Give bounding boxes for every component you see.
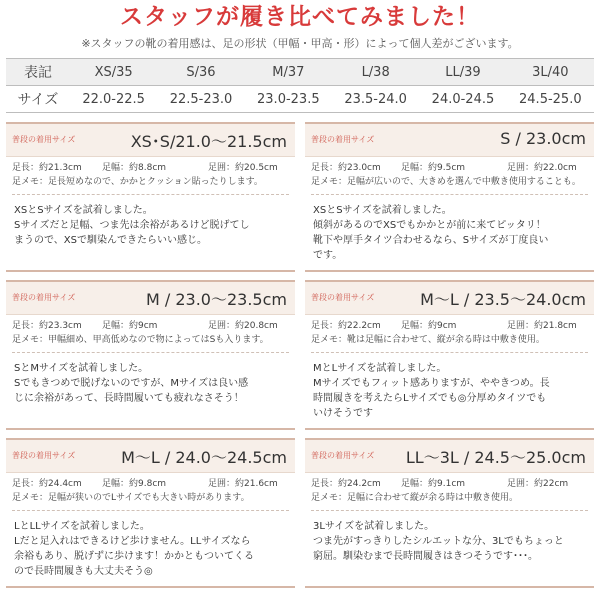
foot-circumference: 足囲：約22.0cm: [507, 163, 577, 173]
staff-fit-card: [6, 438, 295, 588]
foot-length: 足長：約24.2cm: [311, 479, 381, 489]
usual-size-value: M～L / 23.5～24.0cm: [420, 290, 586, 309]
foot-length: 足長：約24.4cm: [12, 479, 82, 489]
foot-width: 足幅：約9cm: [102, 321, 158, 331]
foot-width: 足幅：約8.8cm: [102, 163, 167, 173]
usual-size-value: XS･S/21.0～21.5cm: [130, 132, 287, 151]
card-divider: [311, 510, 588, 511]
card-divider: [12, 352, 289, 353]
foot-memo: 足メモ：靴は足幅に合わせて、縦が余る時は中敷き使用。: [311, 335, 545, 345]
card-header: [305, 124, 594, 157]
size-range-cell: 24.0-24.5: [419, 86, 506, 113]
foot-measurements: [311, 320, 589, 333]
foot-circumference: 足囲：約21.8cm: [507, 321, 577, 331]
fit-disclaimer: ※スタッフの靴の着用感は、足の形状（甲幅・甲高・形）によって個人差がございます。: [81, 37, 519, 50]
foot-length: 足長：約21.3cm: [12, 163, 82, 173]
usual-size-value: M～L / 24.0～24.5cm: [121, 448, 287, 467]
foot-width: 足幅：約9cm: [401, 321, 457, 331]
foot-measurements: [12, 162, 290, 175]
foot-length: 足長：約23.0cm: [311, 163, 381, 173]
size-label-cell: XS/35: [70, 59, 157, 86]
size-range-cell: 22.0-22.5: [70, 86, 157, 113]
size-range-row: [6, 86, 594, 113]
size-label-cell: L/38: [332, 59, 419, 86]
size-label-row: [6, 59, 594, 86]
foot-length: 足長：約22.2cm: [311, 321, 381, 331]
foot-circumference: 足囲：約20.5cm: [208, 163, 278, 173]
size-label-cell: LL/39: [419, 59, 506, 86]
usual-size-label: 普段の着用サイズ: [311, 135, 375, 144]
foot-measurements: [311, 478, 589, 491]
card-divider: [311, 194, 588, 195]
card-header: [6, 440, 295, 473]
size-label-cell: M/37: [245, 59, 332, 86]
fit-comment: MとLサイズを試着しました。 Mサイズでもフィット感ありますが、ややきつめ。長 時間履きを考えたらLサイズでも◎分厚めタイツでも いけそうです: [313, 363, 550, 419]
fit-comment: LとLLサイズを試着しました。 Lだと足入れはできるけど歩けません。LLサイズなら 余裕もあり、脱げずに歩けます！かかともついてくる ので長時間履きも大丈夫そう◎: [14, 521, 254, 577]
fit-comment: 3Lサイズを試着しました。 つま先がすっきりしたシルエットな分、3Lでもちょっと 窮屈。馴染むまで長時間履きはきつそうです･･･。: [313, 521, 564, 562]
foot-width: 足幅：約9.5cm: [401, 163, 466, 173]
fit-comment: XSとSサイズを試着しました。 傾斜があるのでXSでもかかとが前に来てピッタリ！ 靴下や厚手タイツ合わせるなら、Sサイズが丁度良い です。: [313, 205, 549, 261]
size-chart-table: [6, 58, 594, 113]
staff-fit-card: [6, 122, 295, 272]
usual-size-value: S / 23.0cm: [500, 129, 586, 148]
fit-comment: SとMサイズを試着しました。 Sでもきつめで脱げないのですが、Mサイズは良い感 じに余裕があって、長時間履いても疲れなさそう！: [14, 363, 249, 404]
foot-memo: 足メモ：足幅が広いので、大きめを選んで中敷き使用することも。: [311, 177, 581, 187]
foot-measurements: [311, 162, 589, 175]
size-range-cell: 22.5-23.0: [157, 86, 244, 113]
foot-measurements: [12, 320, 290, 333]
foot-memo: 足メモ：足長短めなので、かかとクッション貼ったりします。: [12, 177, 263, 187]
foot-length: 足長：約23.3cm: [12, 321, 82, 331]
row-header-label: 表記: [6, 59, 70, 86]
foot-width: 足幅：約9.8cm: [102, 479, 167, 489]
card-divider: [12, 510, 289, 511]
usual-size-value: M / 23.0～23.5cm: [145, 290, 287, 309]
foot-width: 足幅：約9.1cm: [401, 479, 466, 489]
staff-fit-card: [6, 280, 295, 430]
card-divider: [12, 194, 289, 195]
usual-size-label: 普段の着用サイズ: [311, 293, 375, 302]
size-label-cell: S/36: [157, 59, 244, 86]
usual-size-value: LL～3L / 24.5～25.0cm: [405, 448, 586, 467]
card-header: [6, 282, 295, 315]
card-header: [305, 282, 594, 315]
foot-circumference: 足囲：約22cm: [507, 479, 569, 489]
row-header-size: サイズ: [6, 86, 70, 113]
card-header: [6, 124, 295, 157]
usual-size-label: 普段の着用サイズ: [311, 451, 375, 460]
usual-size-label: 普段の着用サイズ: [12, 451, 76, 460]
page-title: スタッフが履き比べてみました！: [120, 4, 480, 30]
staff-fit-card: [305, 122, 594, 272]
size-label-cell: 3L/40: [507, 59, 594, 86]
size-range-cell: 23.0-23.5: [245, 86, 332, 113]
card-header: [305, 440, 594, 473]
foot-measurements: [12, 478, 290, 491]
usual-size-label: 普段の着用サイズ: [12, 293, 76, 302]
staff-fit-card: [305, 280, 594, 430]
foot-memo: 足メモ：足幅に合わせて縦が余る時は中敷き使用。: [311, 493, 519, 503]
size-range-cell: 23.5-24.0: [332, 86, 419, 113]
size-range-cell: 24.5-25.0: [507, 86, 594, 113]
card-divider: [311, 352, 588, 353]
fit-comment: XSとSサイズを試着しました。 Sサイズだと足幅、つま先は余裕があるけど脱げてし まうので、XSで馴染んできたらいい感じ。: [14, 205, 250, 246]
foot-memo: 足メモ：足幅が狭いのでLサイズでも大きい時があります。: [12, 493, 250, 503]
foot-circumference: 足囲：約20.8cm: [208, 321, 278, 331]
usual-size-label: 普段の着用サイズ: [12, 135, 76, 144]
foot-memo: 足メモ：甲幅細め、甲高低めなので物によってはSも入ります。: [12, 335, 269, 345]
foot-circumference: 足囲：約21.6cm: [208, 479, 278, 489]
staff-fit-card: [305, 438, 594, 588]
